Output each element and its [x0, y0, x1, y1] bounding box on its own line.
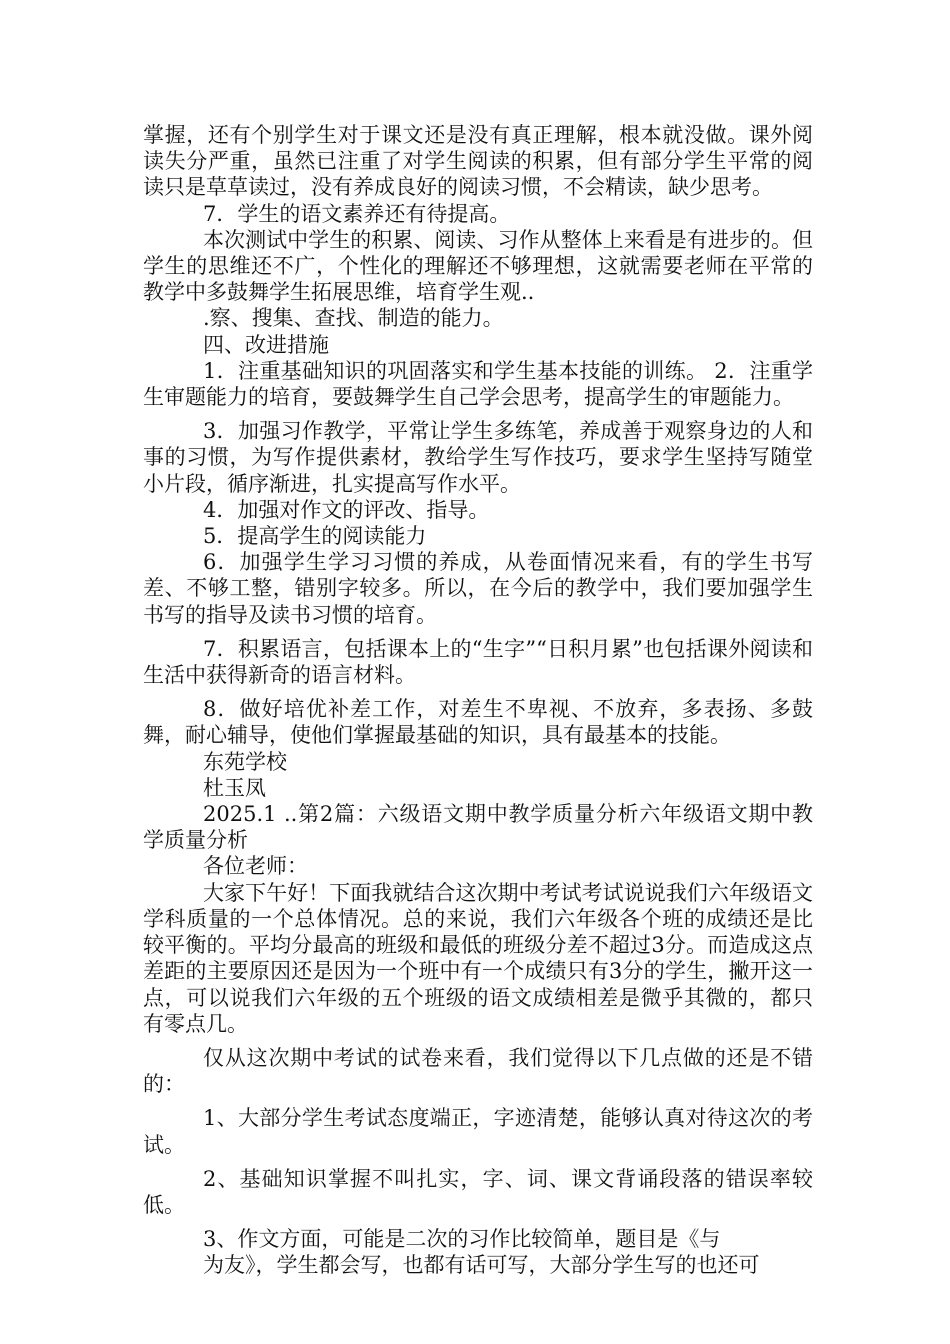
author-name: 杜玉凤	[203, 775, 266, 800]
list-item-good-point-1: 1、大部分学生考试态度端正，字迹清楚，能够认真对待这次的考试。	[143, 1106, 813, 1157]
list-item-good-point-3: 3、作文方面，可能是二次的习作比较简单，题目是《与	[203, 1227, 721, 1252]
paragraph-overall-situation: 大家下午好！下面我就结合这次期中考试考试说说我们六年级语文学科质量的一个总体情况。总的来说，我们六年级各个班的成绩还是比较平衡的。平均分最高的班级和最低的班级分差不超过3分。而造成这点差距的主要原因还是因为一个班中有一个成绩只有3分的学生，撇开这一点，可以说我们六年级的五个班级的语文成绩相差是微乎其微的，都只有零点几。	[143, 880, 813, 1036]
school-name: 东苑学校	[203, 749, 287, 774]
paragraph-good-points-intro: 仅从这次期中考试的试卷来看，我们觉得以下几点做的还是不错的：	[143, 1045, 813, 1097]
second-article-title: 2025.1 ..第2篇：六级语文期中教学质量分析六年级语文期中教学质量分析	[143, 802, 813, 853]
paragraph-continuation: 为友》，学生都会写，也都有话可写，大部分学生写的也还可	[203, 1253, 760, 1278]
list-item-measure-6: 6．加强学生学习习惯的养成，从卷面情况来看，有的学生书写差、不够工整，错别字较多。所以，在今后的教学中，我们要加强学生书写的指导及读书习惯的培育。	[143, 550, 813, 627]
paragraph-item-7-literacy: 7．学生的语文素养还有待提高。	[203, 201, 511, 226]
list-item-measure-1-2: 1．注重基础知识的巩固落实和学生基本技能的训练。 2．注重学生审题能力的培育，要鼓舞学生自己学会思考，提高学生的审题能力。	[143, 358, 813, 410]
list-item-measure-5: 5．提高学生的阅读能力	[203, 524, 427, 549]
greeting: 各位老师：	[203, 854, 308, 879]
list-item-good-point-2: 2、基础知识掌握不叫扎实，字、词、课文背诵段落的错误率较低。	[143, 1166, 813, 1217]
list-item-measure-3: 3．加强习作教学，平常让学生多练笔，养成善于观察身边的人和事的习惯，为写作提供素材，教给学生写作技巧，要求学生坚持写随堂小片段，循序渐进，扎实提高写作水平。	[143, 419, 813, 496]
list-item-measure-4: 4．加强对作文的评改、指导。	[203, 497, 490, 522]
list-item-measure-7: 7．积累语言，包括课本上的“生字”“日积月累”也包括课外阅读和生活中获得新奇的语言材料。	[143, 636, 813, 688]
list-item-measure-8: 8．做好培优补差工作，对差生不卑视、不放弃，多表扬、多鼓舞，耐心辅导，使他们掌握最基础的知识，具有最基本的技能。	[143, 697, 813, 748]
document-body	[143, 122, 813, 1279]
paragraph-reading-issues: 掌握，还有个别学生对于课文还是没有真正理解，根本就没做。课外阅读失分严重，虽然已注重了对学生阅读的积累，但有部分学生平常的阅读只是草草读过，没有养成良好的阅读习惯，不会精读，缺少思考。	[143, 123, 813, 200]
paragraph-test-summary: 本次测试中学生的积累、阅读、习作从整体上来看是有进步的。但学生的思维还不广，个性化的理解还不够理想，这就需要老师在平常的教学中多鼓舞学生拓展思维，培育学生观..	[143, 227, 813, 305]
paragraph-observation-ability: .察、搜集、查找、制造的能力。	[203, 306, 504, 331]
section-heading-improvement: 四、改进措施	[203, 332, 329, 357]
